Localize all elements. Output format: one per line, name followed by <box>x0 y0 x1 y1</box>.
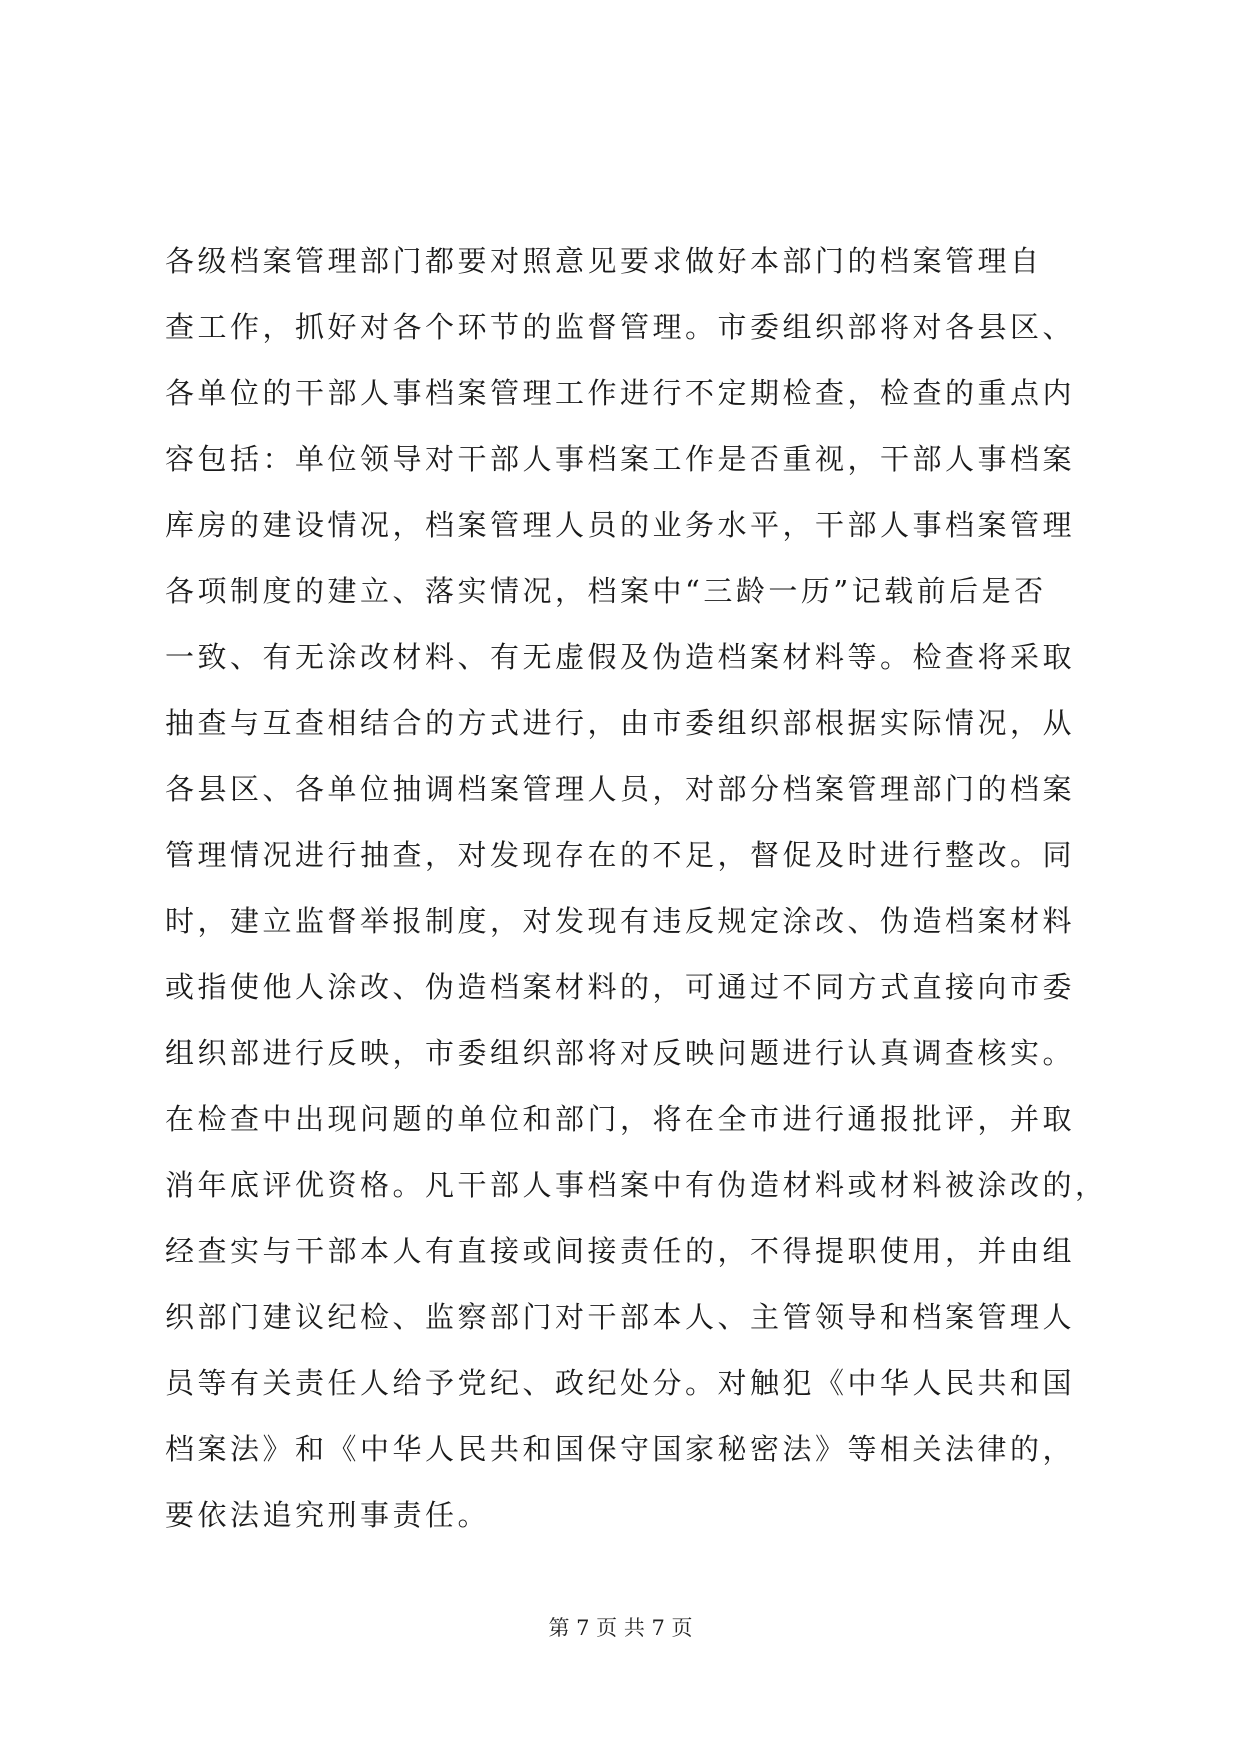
text-line: 时，建立监督举报制度，对发现有违反规定涂改、伪造档案材料 <box>165 904 1076 938</box>
text-line: 抽查与互查相结合的方式进行，由市委组织部根据实际情况，从 <box>165 706 1076 740</box>
text-line: 要依法追究刑事责任。 <box>165 1498 491 1532</box>
text-line: 管理情况进行抽查，对发现存在的不足，督促及时进行整改。同 <box>165 838 1076 872</box>
text-line: 各级档案管理部门都要对照意见要求做好本部门的档案管理自 <box>165 244 1043 278</box>
text-line: 经查实与干部本人有直接或间接责任的，不得提职使用，并由组 <box>165 1234 1076 1268</box>
text-line: 在检查中出现问题的单位和部门，将在全市进行通报批评，并取 <box>165 1102 1076 1136</box>
body-paragraph <box>165 228 1108 1548</box>
text-line: 织部门建议纪检、监察部门对干部本人、主管领导和档案管理人 <box>165 1300 1076 1334</box>
text-line: 各县区、各单位抽调档案管理人员，对部分档案管理部门的档案 <box>165 772 1076 806</box>
text-line: 档案法》和《中华人民共和国保守国家秘密法》等相关法律的， <box>165 1432 1076 1466</box>
text-line: 一致、有无涂改材料、有无虚假及伪造档案材料等。检查将采取 <box>165 640 1076 674</box>
text-line: 容包括：单位领导对干部人事档案工作是否重视，干部人事档案 <box>165 442 1076 476</box>
text-line: 组织部进行反映，市委组织部将对反映问题进行认真调查核实。 <box>165 1036 1076 1070</box>
page-number-footer: 第 7 页 共 7 页 <box>548 1616 693 1640</box>
text-line: 或指使他人涂改、伪造档案材料的，可通过不同方式直接向市委 <box>165 970 1076 1004</box>
text-line: 查工作，抓好对各个环节的监督管理。市委组织部将对各县区、 <box>165 310 1076 344</box>
text-line: 各项制度的建立、落实情况，档案中“三龄一历”记载前后是否 <box>165 574 1047 608</box>
text-line: 消年底评优资格。凡干部人事档案中有伪造材料或材料被涂改的， <box>165 1168 1108 1202</box>
text-line: 库房的建设情况，档案管理人员的业务水平，干部人事档案管理 <box>165 508 1076 542</box>
text-line: 员等有关责任人给予党纪、政纪处分。对触犯《中华人民共和国 <box>165 1366 1076 1400</box>
text-line: 各单位的干部人事档案管理工作进行不定期检查，检查的重点内 <box>165 376 1076 410</box>
